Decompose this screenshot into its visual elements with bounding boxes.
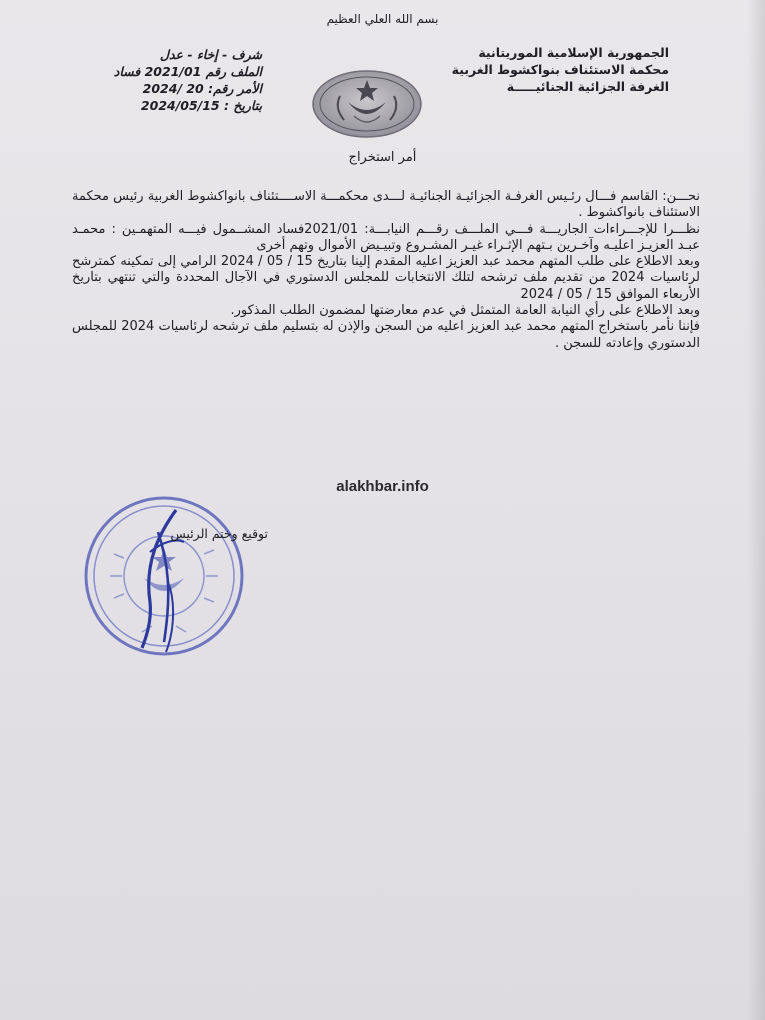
signature-label: توقيع وختم الرئيس (170, 526, 268, 541)
body-paragraph: فإننا نأمر باستخراج المتهم محمد عبد العزيز اعليه من السجن والإذن له بتسليم ملف ترشحه لرئاسيات 2024 للمجلس الدستوري وإعادته للسجن . (72, 319, 700, 351)
watermark: alakhbar.info (336, 478, 429, 495)
header-right-line: الجمهورية الإسلامية الموريتانية (478, 45, 669, 60)
file-number-line: الملف رقم 2021/01 فساد (113, 64, 262, 79)
document-title: أمر استخراج (348, 150, 417, 165)
body-paragraph: وبعد الاطلاع على طلب المتهم محمد عبد العزيز اعليه المقدم إلينا بتاريخ 15 / 05 / 2024 الرامي إلى تمكينه كمترشح لرئاسيات 2024 من تقديم ملف ترشحه لتلك الانتخابات للمجلس الدستوري في الآجال المحددة والتي تنتهي بتاريخ الأربعاء الموافق 15 / 05 / 2024 (72, 254, 701, 302)
file-reference-block (82, 46, 262, 114)
body-paragraph: وبعد الاطلاع على رأي النيابة العامة المتمثل في عدم معارضتها لمضمون الطلب المذكور. (230, 303, 700, 319)
body-paragraph: نظـــرا للإجـــراءات الجاريـــة فـــي الملـــف رقـــم النيابـــة: 2021/01فساد المشــمول فيـــه المتهمـين : محمـد عبـد العزيـز اعليـه وآخـرين بـتهم الإثـراء غيـر المشـروع وتبيـيض الأموال وتهم أخرى (72, 221, 701, 253)
order-number-line: الأمر رقم: 20 /2024 (142, 81, 262, 96)
issuing-court-header (439, 44, 669, 95)
basmala: بسم الله العلي العظيم (326, 12, 439, 26)
document-body (72, 189, 700, 352)
motto-line: شرف - إخاء - عدل (159, 47, 262, 62)
header-right-line: الغرفة الجزائية الجنائيـــــة (506, 79, 669, 94)
order-date-line: بتاريخ : 2024/05/15 (140, 98, 262, 113)
header-right-line: محكمة الاستئناف بنواكشوط الغربية (451, 62, 669, 77)
body-paragraph: نحـــن: القاسم فـــال رئـيس الغرفـة الجزائيـة الجنائيـة لـــدى محكمـــة الاســــتئناف بانواكشوط الغربية رئيس محكمة الاستئناف بانواكشوط . (72, 189, 700, 221)
official-stamp-icon (80, 492, 248, 660)
national-emblem-icon (310, 68, 424, 140)
